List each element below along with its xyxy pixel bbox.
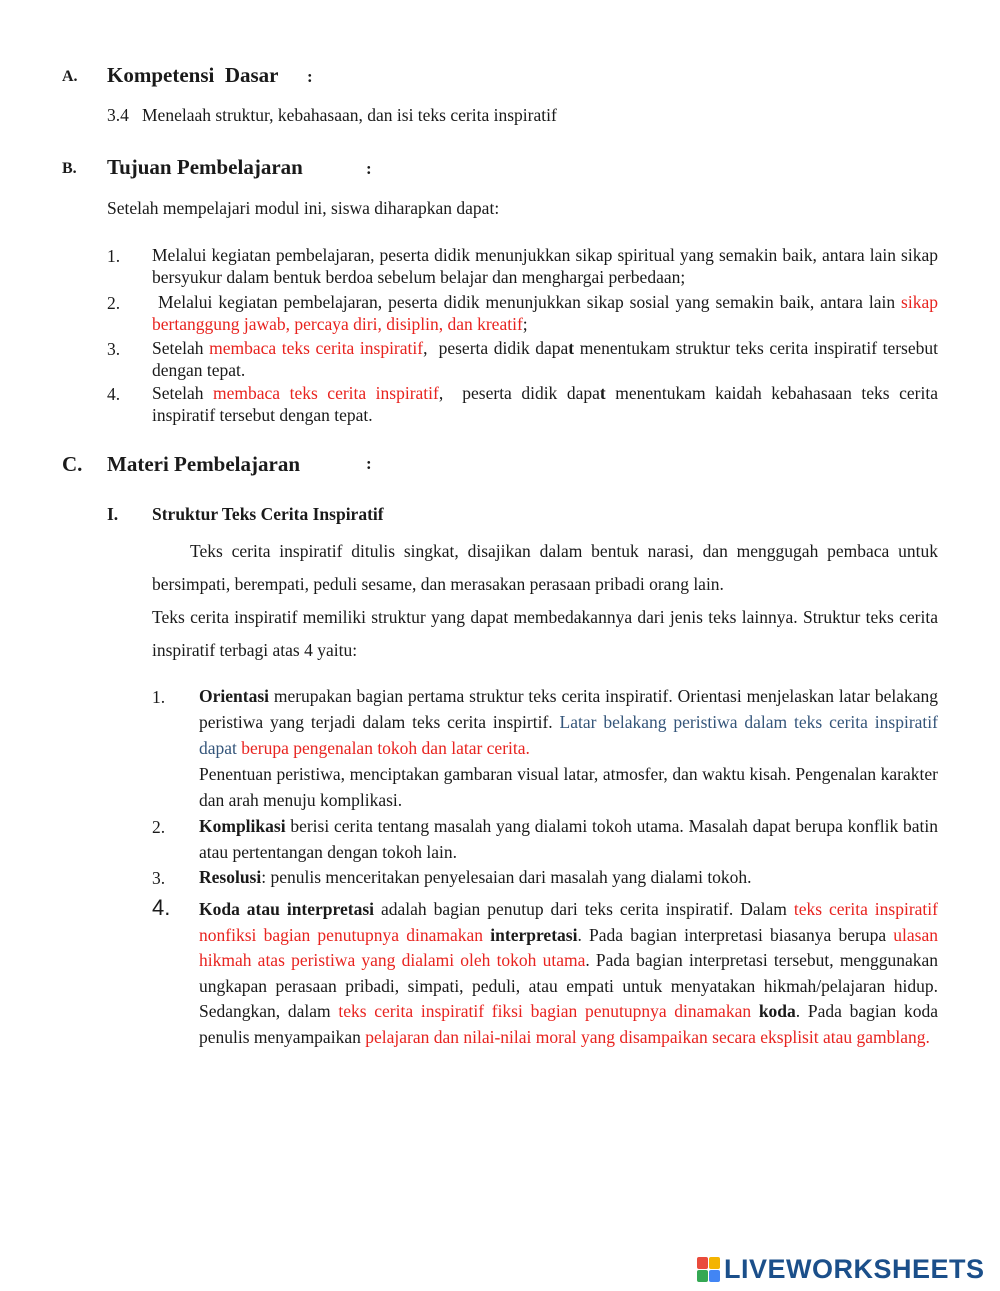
tujuan-item-text: ; — [522, 314, 528, 334]
section-a-letter: A. — [62, 68, 78, 85]
liveworksheets-logo-text: LIVEWORKSHEETS — [724, 1254, 985, 1284]
struktur-item-resolusi — [199, 864, 938, 890]
struktur-term: Resolusi — [199, 867, 262, 887]
struktur-item-text — [751, 1001, 759, 1021]
tujuan-item-number: 3. — [107, 339, 121, 359]
struktur-term: koda — [758, 1001, 796, 1022]
struktur-item-number: 4. — [152, 895, 171, 920]
tujuan-item-text: Setelah — [152, 383, 214, 403]
struktur-item-highlight: ulasan hikmah atas peristiwa yang dialami oleh tokoh utama — [199, 924, 943, 971]
struktur-item-highlight: teks cerita inspiratif nonfiksi bagian penutupnya dinamakan — [199, 899, 943, 945]
tujuan-item-bold: t — [599, 383, 606, 403]
tujuan-item-text: , peserta didik dapa — [438, 383, 600, 403]
materi-paragraph: Teks cerita inspiratif ditulis singkat, disajikan dalam bentuk narasi, dan menggugah pembaca untuk bersimpati, berempati, peduli sesame, dan merasakan perasaan pribadi orang lain. — [152, 541, 938, 594]
struktur-term: Koda atau interpretasi — [199, 899, 374, 919]
struktur-item-number: 2. — [152, 817, 166, 837]
struktur-item-text: merupakan bagian pertama struktur teks cerita inspiratif. Orientasi menjelaskan latar belakang peristiwa yang terjadi dalam teks cerita inspirtif. — [199, 686, 938, 732]
tujuan-item — [152, 382, 943, 426]
tujuan-item-text: menentukam struktur teks cerita inspiratif tersebut dengan tepat. — [152, 338, 943, 380]
struktur-item-text: berisi cerita tentang masalah yang dialami tokoh utama. Masalah dapat berupa konflik batin atau pertentangan dengan tokoh lain. — [199, 816, 938, 862]
subsection-number: I. — [107, 504, 119, 524]
struktur-item-highlight: teks cerita inspiratif fiksi bagian penutupnya dinamakan — [338, 1001, 752, 1022]
struktur-item-highlight: berupa pengenalan tokoh dan latar cerita. — [236, 738, 530, 758]
struktur-item-komplikasi — [199, 813, 938, 865]
section-c-colon: : — [366, 454, 372, 473]
tujuan-item-text: Melalui kegiatan pembelajaran, peserta didik menunjukkan sikap sosial yang semakin baik, antara lain — [152, 292, 902, 312]
liveworksheets-logo-icon — [697, 1257, 721, 1283]
struktur-item-text: . Pada bagian interpretasi tersebut, menggunakan ungkapan perasaan pribadi, simpati, peduli, atau empati untuk menyatakan hikmah/pelajaran hidup. Sedangkan, dalam — [199, 950, 943, 1022]
struktur-item-koda — [199, 897, 943, 1051]
tujuan-item — [152, 337, 943, 381]
section-a-title: Kompetensi Dasar — [107, 63, 279, 87]
struktur-item-text: . Pada bagian koda penulis menyampaikan — [199, 1001, 943, 1047]
struktur-item-highlight: Latar belakang peristiwa dalam teks cerita inspiratif dapat — [199, 712, 938, 758]
tujuan-item-text: menentukam kaidah kebahasaan teks cerita inspiratif tersebut dengan tepat. — [152, 383, 943, 425]
struktur-item-text: adalah bagian penutup dari teks cerita inspiratif. Dalam — [374, 899, 794, 919]
section-b-title: Tujuan Pembelajaran — [107, 155, 303, 179]
struktur-item-number: 1. — [152, 687, 166, 707]
section-c-letter: C. — [62, 452, 83, 476]
subsection-title: Struktur Teks Cerita Inspiratif — [152, 504, 384, 524]
section-b-colon: : — [366, 159, 372, 178]
tujuan-item-highlight: membaca teks cerita inspiratif — [209, 338, 424, 358]
struktur-item-orientasi-extra: Penentuan peristiwa, menciptakan gambaran visual latar, atmosfer, dan waktu kisah. Pengenalan karakter dan arah menuju komplikasi. — [199, 764, 938, 810]
struktur-term: Orientasi — [199, 686, 269, 706]
tujuan-item-text: Setelah — [152, 338, 210, 358]
tujuan-intro: Setelah mempelajari modul ini, siswa diharapkan dapat: — [107, 198, 500, 218]
section-b-letter: B. — [62, 160, 77, 177]
struktur-item-text: : penulis menceritakan penyelesaian dari masalah yang dialami tokoh. — [261, 867, 752, 887]
tujuan-item-number: 1. — [107, 246, 121, 266]
kompetensi-dasar-text: 3.4 Menelaah struktur, kebahasaan, dan isi teks cerita inspiratif — [107, 105, 557, 125]
tujuan-item-number: 2. — [107, 293, 121, 313]
struktur-term: Komplikasi — [199, 816, 286, 836]
tujuan-item-number: 4. — [107, 384, 121, 404]
materi-paragraph: Teks cerita inspiratif memiliki struktur yang dapat membedakannya dari jenis teks lainnya. Struktur teks cerita inspiratif terbagi atas 4 yaitu: — [152, 607, 938, 660]
struktur-term: interpretasi — [490, 924, 578, 945]
tujuan-item-highlight: membaca teks cerita inspiratif — [213, 383, 439, 403]
tujuan-item-text: , peserta didik dapa — [423, 338, 569, 358]
liveworksheets-logo[interactable] — [697, 1253, 992, 1287]
struktur-item-number: 3. — [152, 868, 166, 888]
tujuan-item — [152, 291, 943, 335]
section-c-title: Materi Pembelajaran — [107, 452, 301, 476]
section-a-colon: : — [307, 67, 313, 86]
tujuan-item-bold: t — [568, 338, 575, 358]
tujuan-item: Melalui kegiatan pembelajaran, peserta didik menunjukkan sikap spiritual yang semakin baik, antara lain sikap bersyukur dalam bentuk berdoa sebelum belajar dan menghargai perbedaan; — [152, 245, 938, 287]
struktur-item-highlight: pelajaran dan nilai-nilai moral yang disampaikan secara eksplisit atau gamblang. — [365, 1026, 930, 1047]
tujuan-item-highlight: sikap bertanggung jawab, percaya diri, disiplin, dan kreatif — [152, 292, 943, 334]
struktur-item-text: . Pada bagian interpretasi biasanya berupa — [577, 924, 894, 945]
struktur-item-orientasi — [199, 683, 938, 761]
